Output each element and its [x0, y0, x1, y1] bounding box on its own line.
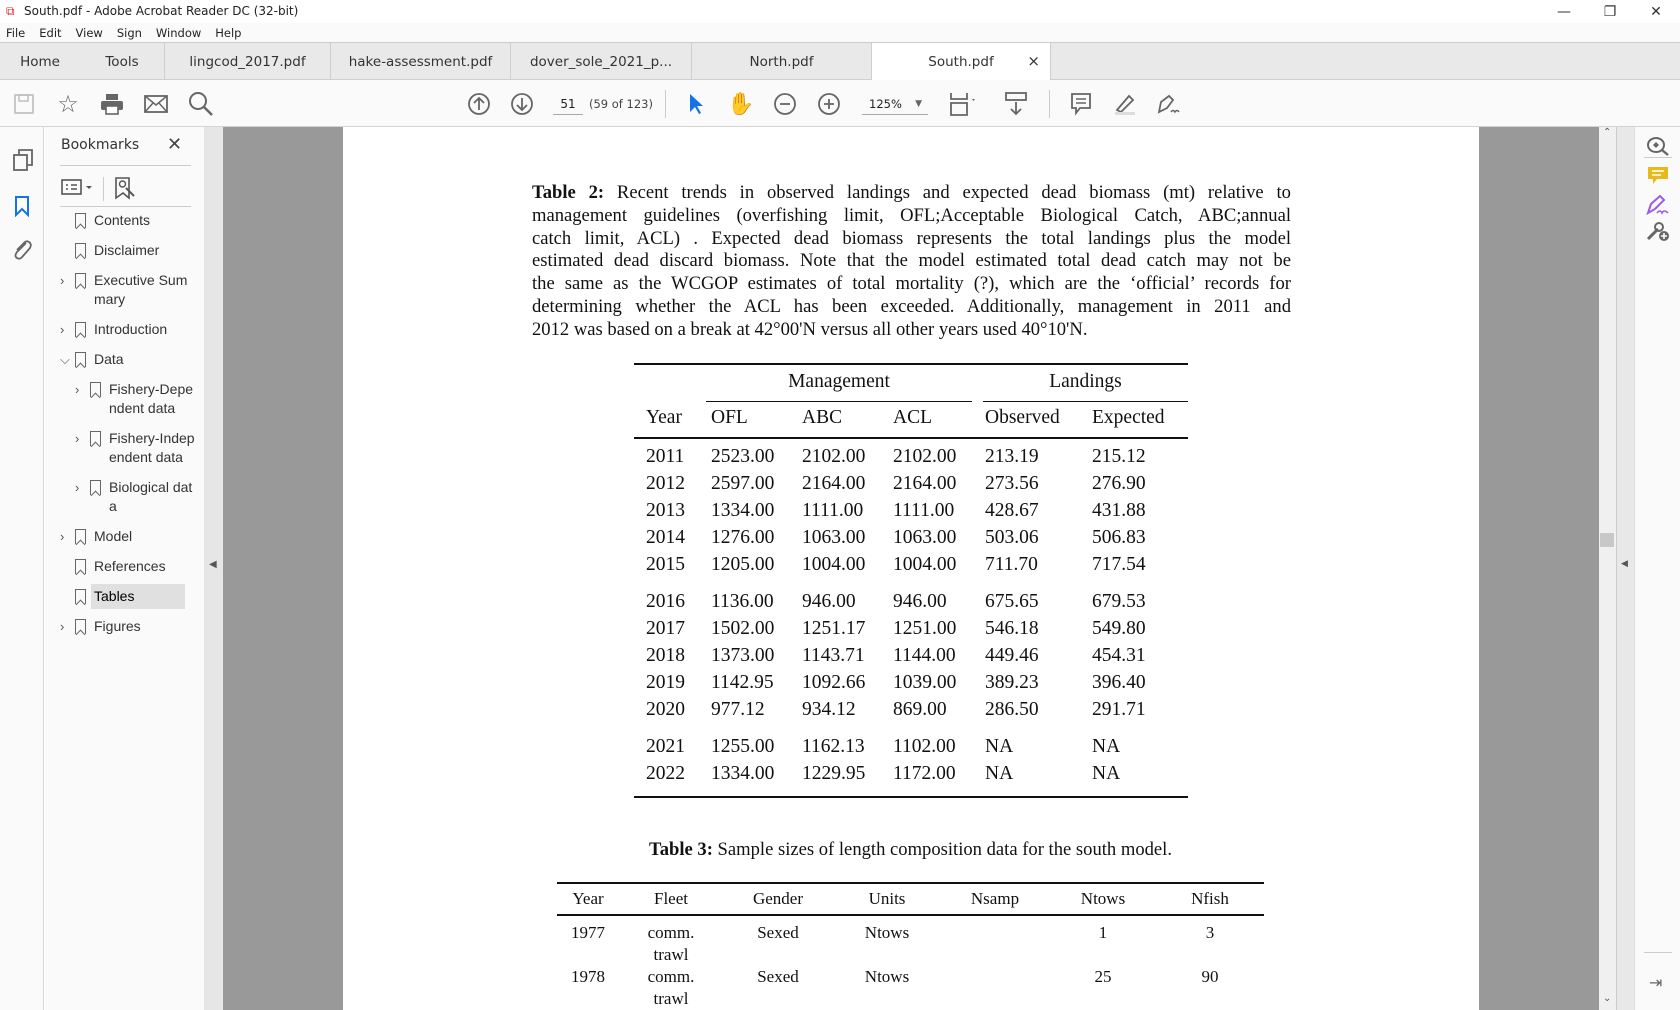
table-cell: 977.12: [711, 699, 765, 720]
chevron-right-icon[interactable]: ›: [75, 431, 80, 446]
table-cell: 1004.00: [893, 554, 957, 575]
table-cell: 1334.00: [711, 500, 775, 521]
tab-south[interactable]: [872, 43, 1051, 81]
page-count: (59 of 123): [589, 97, 653, 111]
table-cell: 1334.00: [711, 763, 775, 784]
table-cell: 506.83: [1092, 527, 1146, 548]
tab-home[interactable]: Home: [20, 53, 60, 70]
bookmark-label: Data: [94, 351, 124, 367]
mid-rule: [557, 914, 1264, 916]
table-cell: 2016: [646, 591, 685, 612]
caption-text: estimated dead discard biomass. Note that the model estimated total dead catch may not be: [532, 250, 1291, 271]
chevron-right-icon[interactable]: ›: [60, 529, 65, 544]
caption-text: Sample sizes of length composition data for the south model.: [717, 839, 1172, 860]
table-cell: 2014: [646, 527, 685, 548]
fit-page-icon[interactable]: [948, 89, 978, 119]
bookmark-icon: [90, 382, 101, 397]
bookmark-label: Figures: [94, 618, 141, 634]
sign-icon[interactable]: [1153, 89, 1183, 119]
table-cell: 1063.00: [802, 527, 866, 548]
bookmarks-panel: [45, 127, 204, 1010]
table-cell: 1136.00: [711, 591, 774, 612]
zoom-in-icon[interactable]: [814, 89, 844, 119]
bookmark-label: Introduction: [94, 321, 168, 337]
table-cell: 3: [1205, 923, 1215, 942]
table-cell: 1: [1098, 923, 1108, 942]
bookmark-label: Executive Summary: [94, 272, 188, 307]
collapse-right-icon: ◀: [1621, 559, 1628, 569]
table-cell: 869.00: [893, 699, 947, 720]
tab-dover-sole[interactable]: dover_sole_2021_p...: [511, 43, 692, 80]
column-header: Year: [646, 407, 682, 428]
scrollbar-thumb[interactable]: [1600, 533, 1614, 547]
title-bar: [0, 0, 1680, 23]
bookmark-item-figures[interactable]: [60, 617, 189, 636]
search-icon[interactable]: [186, 89, 216, 119]
bookmark-item-data[interactable]: [60, 350, 189, 369]
table-cell: 503.06: [985, 527, 1039, 548]
divider: [60, 206, 191, 207]
previous-page-icon[interactable]: [464, 89, 494, 119]
column-header: Gender: [752, 889, 804, 908]
table-cell: 454.31: [1092, 645, 1146, 666]
bookmark-icon: [90, 480, 101, 495]
table-cell: 2018: [646, 645, 685, 666]
close-window-button[interactable]: ✕: [1650, 3, 1662, 20]
vertical-scrollbar[interactable]: [1599, 127, 1616, 1010]
table-cell: 2013: [646, 500, 685, 521]
bookmark-label: Fishery-Dependent data: [109, 381, 194, 416]
bookmark-label: Model: [94, 528, 133, 544]
bookmark-label: Fishery-Independent data: [109, 430, 195, 465]
caption-text: the same as the WCGOP estimates of total mortality (?), which are the ‘official’ records for: [532, 273, 1291, 294]
bookmark-icon: [75, 243, 86, 258]
table-cell: 449.46: [985, 645, 1039, 666]
bookmark-label: Contents: [94, 212, 151, 228]
tab-bar: [0, 43, 1680, 80]
table-cell: 946.00: [802, 591, 856, 612]
bookmark-item-model[interactable]: [60, 527, 189, 546]
table-cell: 1205.00: [711, 554, 775, 575]
email-icon[interactable]: [141, 89, 171, 119]
divider: [60, 165, 191, 166]
bookmark-label: Disclaimer: [94, 242, 160, 258]
menu-help[interactable]: Help: [215, 26, 242, 40]
table-cell: 1502.00: [711, 618, 775, 639]
table-cell: 389.23: [985, 672, 1039, 693]
table-cell: 679.53: [1092, 591, 1146, 612]
print-icon[interactable]: [97, 89, 127, 119]
toolbar: [0, 80, 1680, 127]
save-icon[interactable]: [9, 89, 39, 119]
bookmark-item-biological-data[interactable]: [75, 478, 197, 516]
bookmark-item-introduction[interactable]: [60, 320, 189, 339]
table-cell: 276.90: [1092, 473, 1146, 494]
next-page-icon[interactable]: [507, 89, 537, 119]
tab-close-icon[interactable]: ×: [1027, 52, 1040, 70]
chevron-right-icon[interactable]: ›: [75, 480, 80, 495]
table-cell: 1251.17: [802, 618, 866, 639]
table-cell: 1039.00: [893, 672, 957, 693]
caption-text: management guidelines (overfishing limit, OFL;Acceptable Biological Catch, ABC;annual: [532, 205, 1291, 226]
scroll-up-icon[interactable]: ⌃: [1603, 127, 1612, 138]
column-header: ACL: [893, 407, 932, 428]
table-cell: 546.18: [985, 618, 1039, 639]
tab-north[interactable]: North.pdf: [692, 43, 872, 80]
top-rule: [634, 363, 1188, 365]
caption-text: determining whether the ACL has been exceeded. Additionally, management in 2011 and: [532, 296, 1291, 317]
bookmark-icon: [75, 559, 86, 574]
table-cell: 2017: [646, 618, 685, 639]
page-number-input[interactable]: 51: [553, 93, 583, 115]
table-cell: 1978: [571, 967, 605, 986]
page-thumbnails-icon[interactable]: [12, 148, 34, 175]
bookmark-label: Tables: [94, 588, 135, 604]
table-label: Table 2:: [532, 182, 605, 203]
table-cell: 2164.00: [893, 473, 957, 494]
table-cell: 2523.00: [711, 446, 775, 467]
table-cell: 1142.95: [711, 672, 774, 693]
menu-window[interactable]: Window: [155, 26, 202, 40]
table-cell: 2102.00: [893, 446, 957, 467]
zoom-level-select[interactable]: [862, 93, 928, 115]
table-cell: 428.67: [985, 500, 1039, 521]
mid-rule: [634, 437, 1188, 439]
table-cell: Sexed: [757, 967, 799, 986]
caption-line: [532, 205, 1291, 227]
bookmark-item-tables[interactable]: [94, 587, 189, 606]
table-cell: 2012: [646, 473, 685, 494]
column-header: OFL: [711, 407, 748, 428]
chevron-right-icon[interactable]: ›: [60, 619, 65, 634]
table-cell: 1111.00: [893, 500, 955, 521]
table-cell: 2102.00: [802, 446, 866, 467]
divider: [103, 177, 104, 201]
table-cell: 286.50: [985, 699, 1039, 720]
caption-text: 2012 was based on a break at 42°00'N versus all other years used 40°10'N.: [532, 319, 1088, 340]
table-cell: 1276.00: [711, 527, 775, 548]
cmid-rule: [706, 401, 972, 402]
table-cell: 1111.00: [802, 500, 864, 521]
table-cell: 1251.00: [893, 618, 957, 639]
chevron-right-icon[interactable]: ›: [60, 322, 65, 337]
table-cell: Sexed: [757, 923, 799, 942]
comment-tool-icon[interactable]: [1647, 166, 1669, 189]
table-cell: 213.19: [985, 446, 1039, 467]
caption-line: [532, 182, 1291, 204]
table-cell: Ntows: [864, 967, 910, 986]
chevron-right-icon[interactable]: ›: [60, 273, 65, 288]
divider: [1644, 157, 1672, 158]
tab-hake[interactable]: hake-assessment.pdf: [331, 43, 511, 80]
select-pointer-icon[interactable]: [681, 89, 711, 119]
table-cell: 2011: [646, 446, 685, 467]
find-bookmark-icon[interactable]: [114, 176, 136, 203]
scroll-mode-icon[interactable]: [1001, 89, 1031, 119]
attachments-icon[interactable]: [11, 237, 33, 264]
left-navigation-rail: [0, 127, 44, 1010]
fill-sign-icon[interactable]: [1646, 194, 1670, 219]
tab-south-label: South.pdf: [928, 54, 994, 70]
table-cell: 291.71: [1092, 699, 1146, 720]
table-cell: 717.54: [1092, 554, 1146, 575]
comment-icon[interactable]: [1066, 89, 1096, 119]
table-cell: 1004.00: [802, 554, 866, 575]
bookmarks-title: Bookmarks: [61, 137, 140, 153]
table3-caption: [557, 839, 1264, 861]
column-header: ABC: [802, 407, 843, 428]
bookmark-item-references[interactable]: [94, 557, 189, 576]
table-cell: comm. trawl: [647, 967, 695, 1008]
column-header: Year: [572, 889, 604, 908]
bookmark-options-icon[interactable]: [61, 177, 95, 200]
table-cell: NA: [985, 763, 1014, 784]
minimize-button[interactable]: —: [1557, 3, 1571, 20]
table-cell: NA: [1092, 736, 1121, 757]
top-rule: [557, 882, 1264, 884]
chevron-down-icon: ▼: [915, 99, 922, 109]
table-cell: comm. trawl: [647, 923, 695, 964]
zoom-out-icon[interactable]: [770, 89, 800, 119]
table-cell: 675.65: [985, 591, 1039, 612]
menu-bar: [0, 23, 1680, 43]
table-cell: 273.56: [985, 473, 1039, 494]
table-cell: 215.12: [1092, 446, 1146, 467]
caption-line: [532, 296, 1291, 318]
chevron-down-icon[interactable]: ⌵: [60, 352, 70, 367]
menu-edit[interactable]: Edit: [39, 26, 62, 40]
right-tools-rail: [1634, 127, 1680, 1010]
table-cell: 2597.00: [711, 473, 775, 494]
column-header: Units: [868, 889, 906, 908]
right-pane-toggle[interactable]: [1616, 127, 1634, 1010]
table-cell: 431.88: [1092, 500, 1146, 521]
group-header: Landings: [1049, 371, 1122, 392]
bookmark-item-fishery-dependent-data[interactable]: [75, 380, 197, 418]
bookmark-icon: [75, 352, 86, 367]
table-cell: 1255.00: [711, 736, 775, 757]
highlight-icon[interactable]: [1110, 89, 1140, 119]
column-header: Observed: [985, 407, 1060, 428]
table-cell: 2020: [646, 699, 685, 720]
bookmark-item-contents[interactable]: [94, 211, 189, 230]
table-cell: 2021: [646, 736, 685, 757]
caption-line: [532, 228, 1291, 250]
zoom-level: 125%: [869, 97, 902, 111]
close-panel-icon[interactable]: ✕: [167, 134, 183, 155]
bookmark-label: Biological data: [109, 479, 193, 514]
table-cell: 2015: [646, 554, 685, 575]
cmid-rule: [983, 401, 1188, 402]
table-cell: NA: [1092, 763, 1121, 784]
table-cell: 2019: [646, 672, 685, 693]
table-cell: 25: [1094, 967, 1112, 986]
hand-tool-icon[interactable]: ✋: [727, 91, 755, 117]
group-header: Management: [788, 371, 890, 392]
chevron-right-icon[interactable]: ›: [75, 382, 80, 397]
bookmark-icon: [75, 529, 86, 544]
table-cell: 946.00: [893, 591, 947, 612]
table-cell: 549.80: [1092, 618, 1146, 639]
scroll-down-icon[interactable]: ⌄: [1603, 993, 1612, 1004]
table-cell: 1102.00: [893, 736, 956, 757]
table-cell: 2164.00: [802, 473, 866, 494]
table-cell: 1977: [571, 923, 605, 942]
menu-sign[interactable]: Sign: [116, 26, 142, 40]
caption-line: [532, 319, 1291, 341]
divider: [1644, 952, 1672, 953]
table-cell: 2022: [646, 763, 685, 784]
tab-tools[interactable]: Tools: [80, 43, 165, 80]
expand-pane-icon[interactable]: ⇥: [1649, 973, 1663, 992]
caption-line: [532, 273, 1291, 295]
table-cell: 934.12: [802, 699, 856, 720]
table-cell: 90: [1201, 967, 1219, 986]
table-cell: 1373.00: [711, 645, 775, 666]
bookmark-icon: [75, 213, 86, 228]
bookmark-label: References: [94, 558, 166, 574]
bookmark-item-fishery-independent-data[interactable]: [75, 429, 197, 467]
window-title: South.pdf - Adobe Acrobat Reader DC (32-bit): [24, 4, 299, 18]
table-cell: 711.70: [985, 554, 1038, 575]
bookmark-icon: [75, 619, 86, 634]
collapse-left-icon: ◀: [209, 559, 217, 570]
table-cell: NA: [985, 736, 1014, 757]
column-header: Ntows: [1080, 889, 1126, 908]
column-header: Fleet: [654, 889, 688, 908]
column-header: Expected: [1092, 407, 1165, 428]
acrobat-pdf-icon: ⧉: [6, 4, 15, 18]
column-header: Nfish: [1191, 889, 1229, 908]
menu-view[interactable]: View: [75, 26, 103, 40]
table-cell: 1063.00: [893, 527, 957, 548]
table-cell: 1229.95: [802, 763, 866, 784]
table-cell: 1162.13: [802, 736, 865, 757]
panel-collapse-handle[interactable]: [204, 127, 223, 1010]
bookmark-item-executive-summary[interactable]: [60, 271, 189, 309]
bookmark-icon: [75, 589, 86, 604]
table-cell: 396.40: [1092, 672, 1146, 693]
table-cell: 1092.66: [802, 672, 866, 693]
table-cell: Ntows: [864, 923, 910, 942]
caption-line: [532, 250, 1291, 272]
caption-text: Recent trends in observed landings and expected dead biomass (mt) relative to: [616, 182, 1291, 203]
table-cell: 1143.71: [802, 645, 865, 666]
tab-lingcod[interactable]: lingcod_2017.pdf: [165, 43, 331, 80]
column-header: Nsamp: [970, 889, 1020, 908]
bookmark-icon: [75, 322, 86, 337]
caption-text: catch limit, ACL) . Expected dead biomass represents the total landings plus the model: [532, 228, 1291, 249]
bookmark-icon: [90, 431, 101, 446]
table-label: Table 3:: [649, 839, 713, 860]
toolbar-divider: [665, 90, 666, 118]
restore-button[interactable]: ❐: [1603, 3, 1617, 20]
menu-file[interactable]: File: [6, 26, 26, 40]
more-tools-icon[interactable]: [1646, 221, 1670, 246]
table-cell: 1172.00: [893, 763, 956, 784]
bottom-rule: [634, 796, 1188, 798]
star-icon[interactable]: ☆: [57, 90, 79, 118]
table-cell: 1144.00: [893, 645, 956, 666]
toolbar-divider: [1049, 90, 1050, 118]
bookmarks-icon[interactable]: [14, 195, 30, 220]
bookmark-icon: [75, 273, 86, 288]
bookmark-item-disclaimer[interactable]: [94, 241, 189, 260]
